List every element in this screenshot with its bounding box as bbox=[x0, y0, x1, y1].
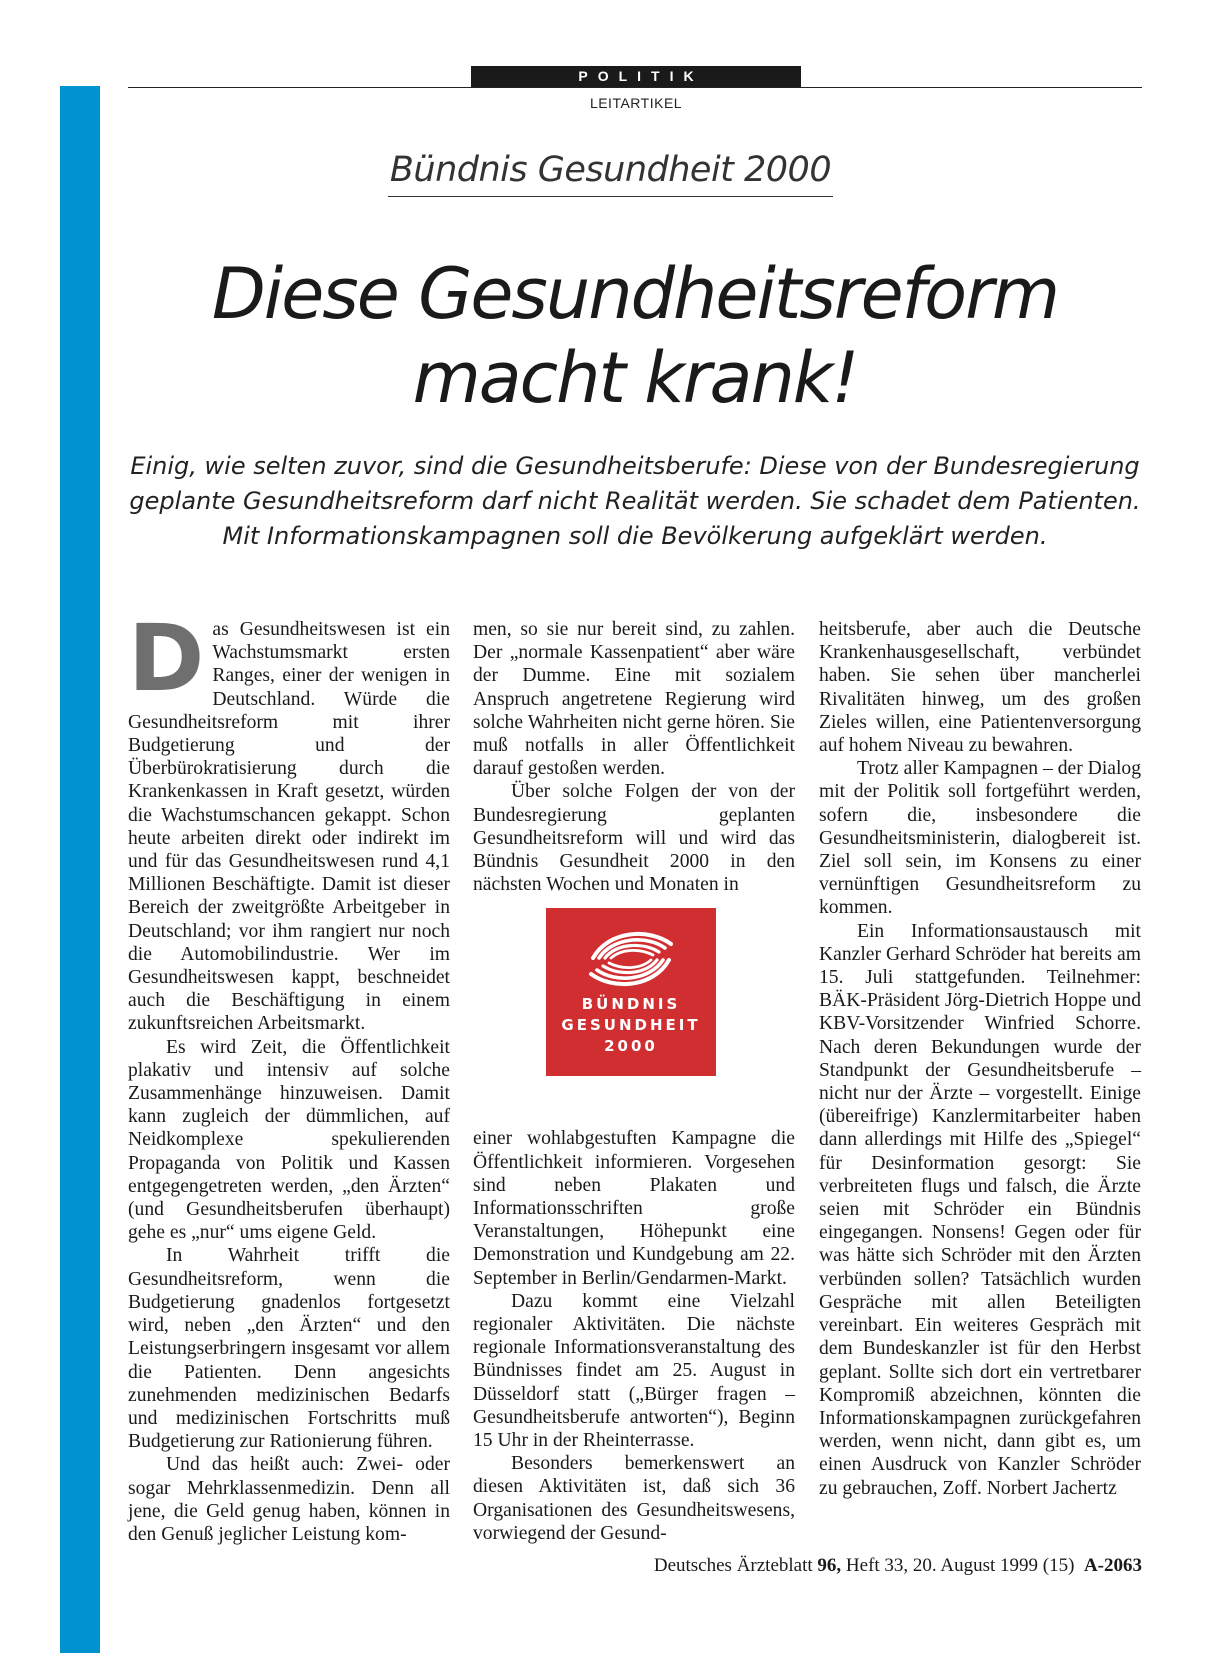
paragraph: Über solche Folgen der von der Bundesregierung geplanten Gesundheitsreform will und wird das Bündnis Gesundheit 2000 in den nächsten Wochen und Monaten in bbox=[473, 781, 795, 896]
paragraph: Es wird Zeit, die Öffentlichkeit plakativ und intensiv auf solche Zusammenhänge hinzuweisen. Damit kann zugleich der dümmlichen, auf Neidkomplexe spekulierenden Propaganda von Politik und Kassen entgegengetreten werden, „den Ärzten“ (und Gesundheitsberufen überhaupt) gehe es „nur“ ums eigene Geld. bbox=[128, 1036, 450, 1244]
paragraph: Dazu kommt eine Vielzahl regionaler Aktivitäten. Die nächste regionale Informationsveranstaltung des Bündnisses findet am 25. August in Düsseldorf statt („Bürger fragen – Gesundheitsberufe antworten“), Beginn 15 Uhr in der Rheinterrasse. bbox=[473, 1290, 795, 1452]
page-footer bbox=[654, 1555, 1142, 1577]
journal-name: Deutsches Ärzteblatt bbox=[653, 1555, 813, 1576]
logo-text-line-1: BÜNDNIS bbox=[581, 995, 681, 1014]
paragraph: heitsberufe, aber auch die Deutsche Krankenhausgesellschaft, verbündet haben. Sie sehen über mancherlei Rivalitäten hinweg, um des großen Zieles willen, eine Patientenversorgung auf hohem Niveau zu bewahren. bbox=[819, 619, 1141, 757]
lead-line-1: Einig, wie selten zuvor, sind die Gesundheitsberufe: Diese von der Bundesregierung bbox=[130, 452, 1140, 480]
subsection-label: LEITARTIKEL bbox=[589, 95, 683, 111]
wave-emblem-icon bbox=[571, 926, 691, 992]
paragraph: Trotz aller Kampagnen – der Dialog mit der Politik soll fortgeführt werden, sofern die, insbesondere die Gesundheitsministerin, dialogbereit ist. Ziel soll sein, im Konsens zu einer vernünftigen Gesundheitsreform zu kommen. bbox=[819, 758, 1141, 919]
lead-line-3: Mit Informationskampagnen soll die Bevölkerung aufgeklärt werden. bbox=[222, 522, 1048, 550]
headline bbox=[120, 252, 1150, 420]
section-label: POLITIK bbox=[471, 66, 801, 87]
header-rule bbox=[128, 87, 1142, 88]
paragraph bbox=[128, 605, 450, 1036]
buendnis-logo bbox=[546, 908, 716, 1076]
headline-line-1: Diese Gesundheitsreform bbox=[211, 253, 1059, 335]
paragraph bbox=[819, 920, 1141, 1500]
logo-text-line-2: GESUNDHEIT bbox=[561, 1016, 701, 1035]
issue-info: Heft 33, 20. August 1999 (15) bbox=[845, 1555, 1075, 1576]
logo-container bbox=[473, 908, 795, 1113]
paragraph: einer wohlabgestuften Kampagne die Öffentlichkeit informieren. Vorgesehen sind neben Plakaten und Informationsschriften große Veranstaltungen, Höhepunkt eine Demonstration und Kundgebung am 22. September in Berlin/Gendarmen-Markt. bbox=[473, 1128, 795, 1289]
author-name: Norbert Jachertz bbox=[986, 1477, 1117, 1499]
lead-line-2: geplante Gesundheitsreform darf nicht Realität werden. Sie schadet dem Patienten. bbox=[129, 487, 1141, 515]
article-column-3 bbox=[819, 618, 1141, 1500]
headline-line-2: macht krank! bbox=[412, 337, 858, 419]
side-color-bar bbox=[60, 86, 100, 1653]
paragraph-text: Ein Informationsaustausch mit Kanzler Gerhard Schröder hat bereits am 15. Juli stattgefunden. Teilnehmer: BÄK-Präsident Jörg-Dietrich Hoppe und KBV-Vorsitzender Winfried Schorre. Nach deren Bekundungen wurde der Standpunkt der Gesundheitsberufe – nicht nur der Ärzte – vorgestellt. Einige (übereifrige) Kanzlermitarbeiter haben dann allerdings mit Hilfe des „Spiegel“ für Desinformation gesorgt: Sie verbreiteten flugs und falsch, die Ärzte seien mit Schröder ein Bündnis eingegangen. Nonsens! Gegen oder für was hätte sich Schröder mit den Ärzten verbünden sollen? Tatsächlich wurden Gespräche mit allen Beteiligten vereinbart. Ein weiteres Gespräch mit dem Bundeskanzler ist für den Herbst geplant. Sollte sich dort ein vertretbarer Kompromiß abzeichnen, könnten die Informationskampagnen zurückgefahren werden, wenn nicht, dann gibt es, um einen Ausdruck von Kanzler Schröder zu gebrauchen, Zoff. bbox=[819, 920, 1141, 1499]
lead-paragraph bbox=[128, 449, 1142, 554]
logo-text-line-3: 2000 bbox=[604, 1037, 658, 1056]
paragraph: men, so sie nur bereit sind, zu zahlen. Der „normale Kassenpatient“ aber wäre der Dumme. Eine mit sozialem Anspruch angetretene Regierung wird solche Wahrheiten nicht gerne hören. Sie muß notfalls in aller Öffentlichkeit darauf gestoßen werden. bbox=[473, 619, 795, 780]
kicker bbox=[0, 150, 1221, 197]
paragraph: In Wahrheit trifft die Gesundheitsreform, wenn die Budgetierung gnadenlos fortgesetzt wird, neben „den Ärzten“ und den Leistungserbringern insgesamt vor allem die Patienten. Denn angesichts zunehmenden medizinischen Bedarfs und medizinischen Fortschritts muß Budgetierung zur Rationierung führen. bbox=[128, 1245, 450, 1453]
kicker-text: Bündnis Gesundheit 2000 bbox=[388, 150, 833, 197]
drop-cap: D bbox=[128, 605, 205, 712]
paragraph: Und das heißt auch: Zwei- oder sogar Mehrklassenmedizin. Denn all jene, die Geld genug haben, können in den Genuß jeglicher Leistung kom- bbox=[128, 1454, 450, 1545]
paragraph-text: as Gesundheitswesen ist ein Wachstumsmarkt ersten Ranges, einer der wenigen in Deutschland. Würde die Gesundheitsreform mit ihrer Budgetierung und der Überbürokratisierung durch die Krankenkassen in Kraft gesetzt, würden die Wachstumschancen gekappt. Schon heute arbeiten direkt oder indirekt im und für das Gesundheitswesen rund 4,1 Millionen Beschäftigte. Damit ist dieser Bereich der zweitgrößte Arbeitgeber in Deutschland; vor ihm rangiert nur noch die Automobilindustrie. Wer im Gesundheitswesen kappt, beschneidet auch die Beschäftigung in einem zukunftsreichen Arbeitsmarkt. bbox=[128, 619, 450, 1035]
paragraph: Besonders bemerkenswert an diesen Aktivitäten ist, daß sich 36 Organisationen des Gesundheitswesens, vorwiegend der Gesund- bbox=[473, 1453, 795, 1544]
article-column-2 bbox=[473, 618, 795, 1545]
volume-number: 96, bbox=[817, 1555, 842, 1576]
page-number: A-2063 bbox=[1083, 1555, 1142, 1576]
article-column-1 bbox=[128, 605, 450, 1546]
